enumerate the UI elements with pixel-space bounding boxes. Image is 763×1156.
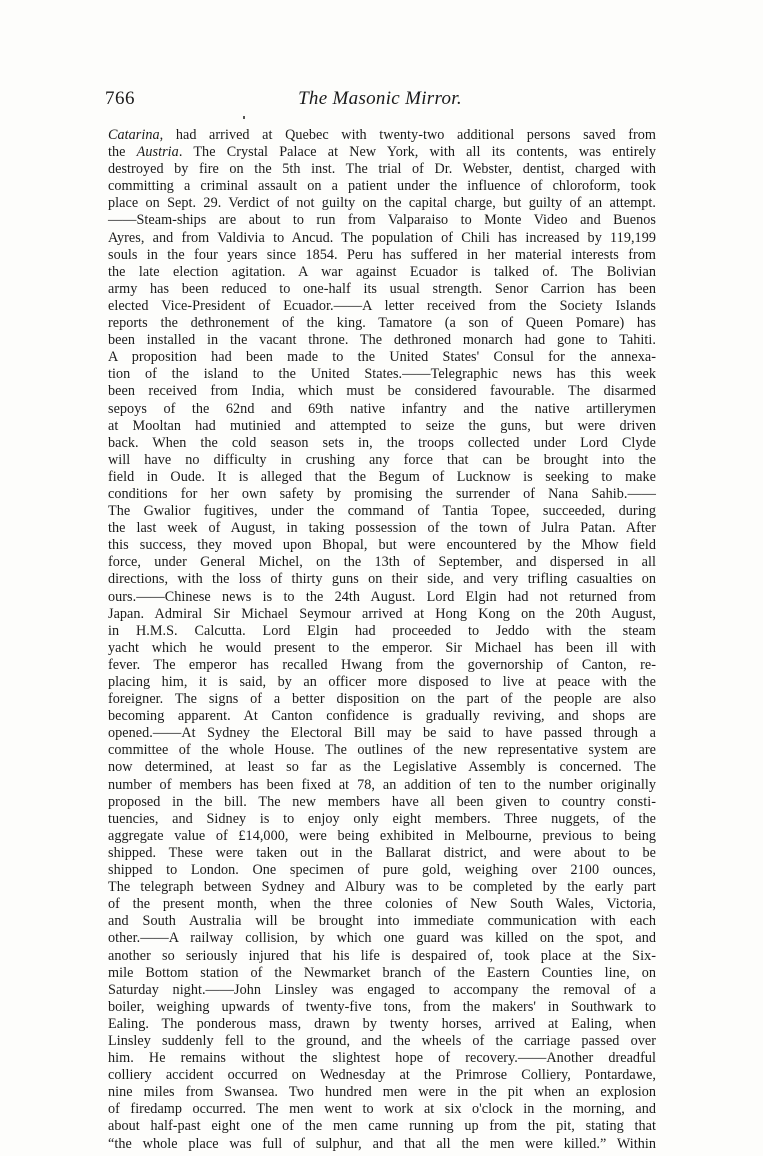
text-line: will have no difficulty in crushing any force that can be brought into the bbox=[108, 451, 656, 468]
text-line: and South Australia will be brought into immediate communication with each bbox=[108, 913, 656, 930]
text-line: ours.——Chinese news is to the 24th August. Lord Elgin had not returned from bbox=[108, 588, 656, 605]
text-line: Japan. Admiral Sir Michael Seymour arrived at Hong Kong on the 20th August, bbox=[108, 605, 656, 622]
text-line: in H.M.S. Calcutta. Lord Elgin had proceeded to Jeddo with the steam bbox=[108, 622, 656, 639]
text-line: this success, they moved upon Bhopal, but were encountered by the Mhow field bbox=[108, 537, 656, 554]
text-line: The Gwalior fugitives, under the command of Tantia Topee, succeeded, during bbox=[108, 503, 656, 520]
print-speck bbox=[243, 116, 245, 119]
text-line: reports the dethronement of the king. Tamatore (a son of Queen Pomare) has bbox=[108, 315, 656, 332]
text-line: aggregate value of £14,000, were being exhibited in Melbourne, previous to being bbox=[108, 827, 656, 844]
text-line: yacht which he would present to the emperor. Sir Michael has been ill with bbox=[108, 639, 656, 656]
text-line: A proposition had been made to the United States' Consul for the annexa- bbox=[108, 349, 656, 366]
text-line: destroyed by fire on the 5th inst. The trial of Dr. Webster, dentist, charged with bbox=[108, 161, 656, 178]
text-line: been installed in the vacant throne. The dethroned monarch had gone to Tahiti. bbox=[108, 332, 656, 349]
italic-ship-name: Austria bbox=[136, 144, 179, 161]
text-line: Ayres, and from Valdivia to Ancud. The population of Chili has increased by 119,199 bbox=[108, 229, 656, 246]
text-line: tuencies, and Sidney is to enjoy only eight members. Three nuggets, of the bbox=[108, 810, 656, 827]
text-line: opened.——At Sydney the Electoral Bill may be said to have passed through a bbox=[108, 725, 656, 742]
text-line: foreigner. The signs of a better disposition on the part of the people are also bbox=[108, 691, 656, 708]
article-body bbox=[108, 127, 656, 1153]
text-line: souls in the four years since 1854. Peru has suffered in her material interests from bbox=[108, 246, 656, 263]
text-line: Catarina, had arrived at Quebec with twenty-two additional persons saved from bbox=[108, 127, 656, 143]
text-line: other.——A railway collision, by which one guard was killed on the spot, and bbox=[108, 930, 656, 947]
text-line: colliery accident occurred on Wednesday at the Primrose Colliery, Pontardawe, bbox=[108, 1067, 656, 1084]
text-line: shipped. These were taken out in the Ballarat district, and were about to be bbox=[108, 844, 656, 861]
text-line: Ealing. The ponderous mass, drawn by twenty horses, arrived at Ealing, when bbox=[108, 1015, 656, 1032]
text-line: another so seriously injured that his life is despaired of, took place at the Six- bbox=[108, 947, 656, 964]
text-line: ——Steam-ships are about to run from Valparaiso to Monte Video and Buenos bbox=[108, 212, 656, 229]
text-line: Saturday night.——John Linsley was engaged to accompany the removal of a bbox=[108, 981, 656, 998]
text-line: nine miles from Swansea. Two hundred men were in the pit when an explosion bbox=[108, 1084, 656, 1101]
text-line: about half-past eight one of the men came running up from the pit, stating that bbox=[108, 1118, 656, 1135]
italic-ship-name: Catarina bbox=[108, 127, 160, 143]
page-header bbox=[105, 88, 655, 112]
text-line: “the whole place was full of sulphur, and that all the men were killed.” Within bbox=[108, 1135, 656, 1152]
text-line: now determined, at least so far as the Legislative Assembly is concerned. The bbox=[108, 759, 656, 776]
text-line: of the present month, when the three colonies of New South Wales, Victoria, bbox=[108, 896, 656, 913]
text-line: of firedamp occurred. The men went to work at six o'clock in the morning, and bbox=[108, 1101, 656, 1118]
text-line: force, under General Michel, on the 13th of September, and dispersed in all bbox=[108, 554, 656, 571]
page-number: 766 bbox=[105, 88, 135, 109]
text-line: him. He remains without the slightest hope of recovery.——Another dreadful bbox=[108, 1050, 656, 1067]
text-line: been received from India, which must be considered favourable. The disarmed bbox=[108, 383, 656, 400]
text-line: Linsley suddenly fell to the ground, and the wheels of the carriage passed over bbox=[108, 1032, 656, 1049]
text-line: tion of the island to the United States.——Telegraphic news has this week bbox=[108, 366, 656, 383]
text-line: the last week of August, in taking possession of the town of Julra Patan. After bbox=[108, 520, 656, 537]
text-line: number of members has been fixed at 78, an addition of ten to the number originally bbox=[108, 776, 656, 793]
text-line: proposed in the bill. The new members have all been given to country consti- bbox=[108, 793, 656, 810]
text-line: shipped to London. One specimen of pure gold, weighing over 2100 ounces, bbox=[108, 862, 656, 879]
text-line: mile Bottom station of the Newmarket branch of the Eastern Counties line, on bbox=[108, 964, 656, 981]
text-line: The telegraph between Sydney and Albury was to be completed by the early part bbox=[108, 879, 656, 896]
text-line: boiler, weighing upwards of twenty-five tons, from the makers' in Southwark to bbox=[108, 998, 656, 1015]
text-line: the Austria. The Crystal Palace at New York, with all its contents, was entirely bbox=[108, 144, 656, 161]
text-line: conditions for her own safety by promising the surrender of Nana Sahib.—— bbox=[108, 485, 656, 502]
running-title: The Masonic Mirror. bbox=[298, 88, 462, 109]
text-line: sepoys of the 62nd and 69th native infantry and the native artillerymen bbox=[108, 400, 656, 417]
text-line: at Mooltan had mutinied and attempted to seize the guns, but were driven bbox=[108, 417, 656, 434]
text-line: back. When the cold season sets in, the troops collected under Lord Clyde bbox=[108, 434, 656, 451]
text-line: field in Oude. It is alleged that the Begum of Lucknow is seeking to make bbox=[108, 468, 656, 485]
text-line: becoming apparent. At Canton confidence is gradually reviving, and shops are bbox=[108, 708, 656, 725]
text-line: committee of the whole House. The outlines of the new representative system are bbox=[108, 742, 656, 759]
text-line: place on Sept. 29. Verdict of not guilty on the capital charge, but guilty of an attempt. bbox=[108, 195, 656, 212]
text-line: elected Vice-President of Ecuador.——A letter received from the Society Islands bbox=[108, 297, 656, 314]
text-line: the late election agitation. A war against Ecuador is talked of. The Bolivian bbox=[108, 263, 656, 280]
text-line: directions, with the loss of thirty guns on their side, and very trifling casualties on bbox=[108, 571, 656, 588]
text-line: committing a criminal assault on a patient under the influence of chloroform, took bbox=[108, 178, 656, 195]
text-line: fever. The emperor has recalled Hwang from the governorship of Canton, re- bbox=[108, 656, 656, 673]
text-line: placing him, it is said, by an officer more disposed to live at peace with the bbox=[108, 674, 656, 690]
text-line: army has been reduced to one-half its usual strength. Senor Carrion has been bbox=[108, 280, 656, 297]
